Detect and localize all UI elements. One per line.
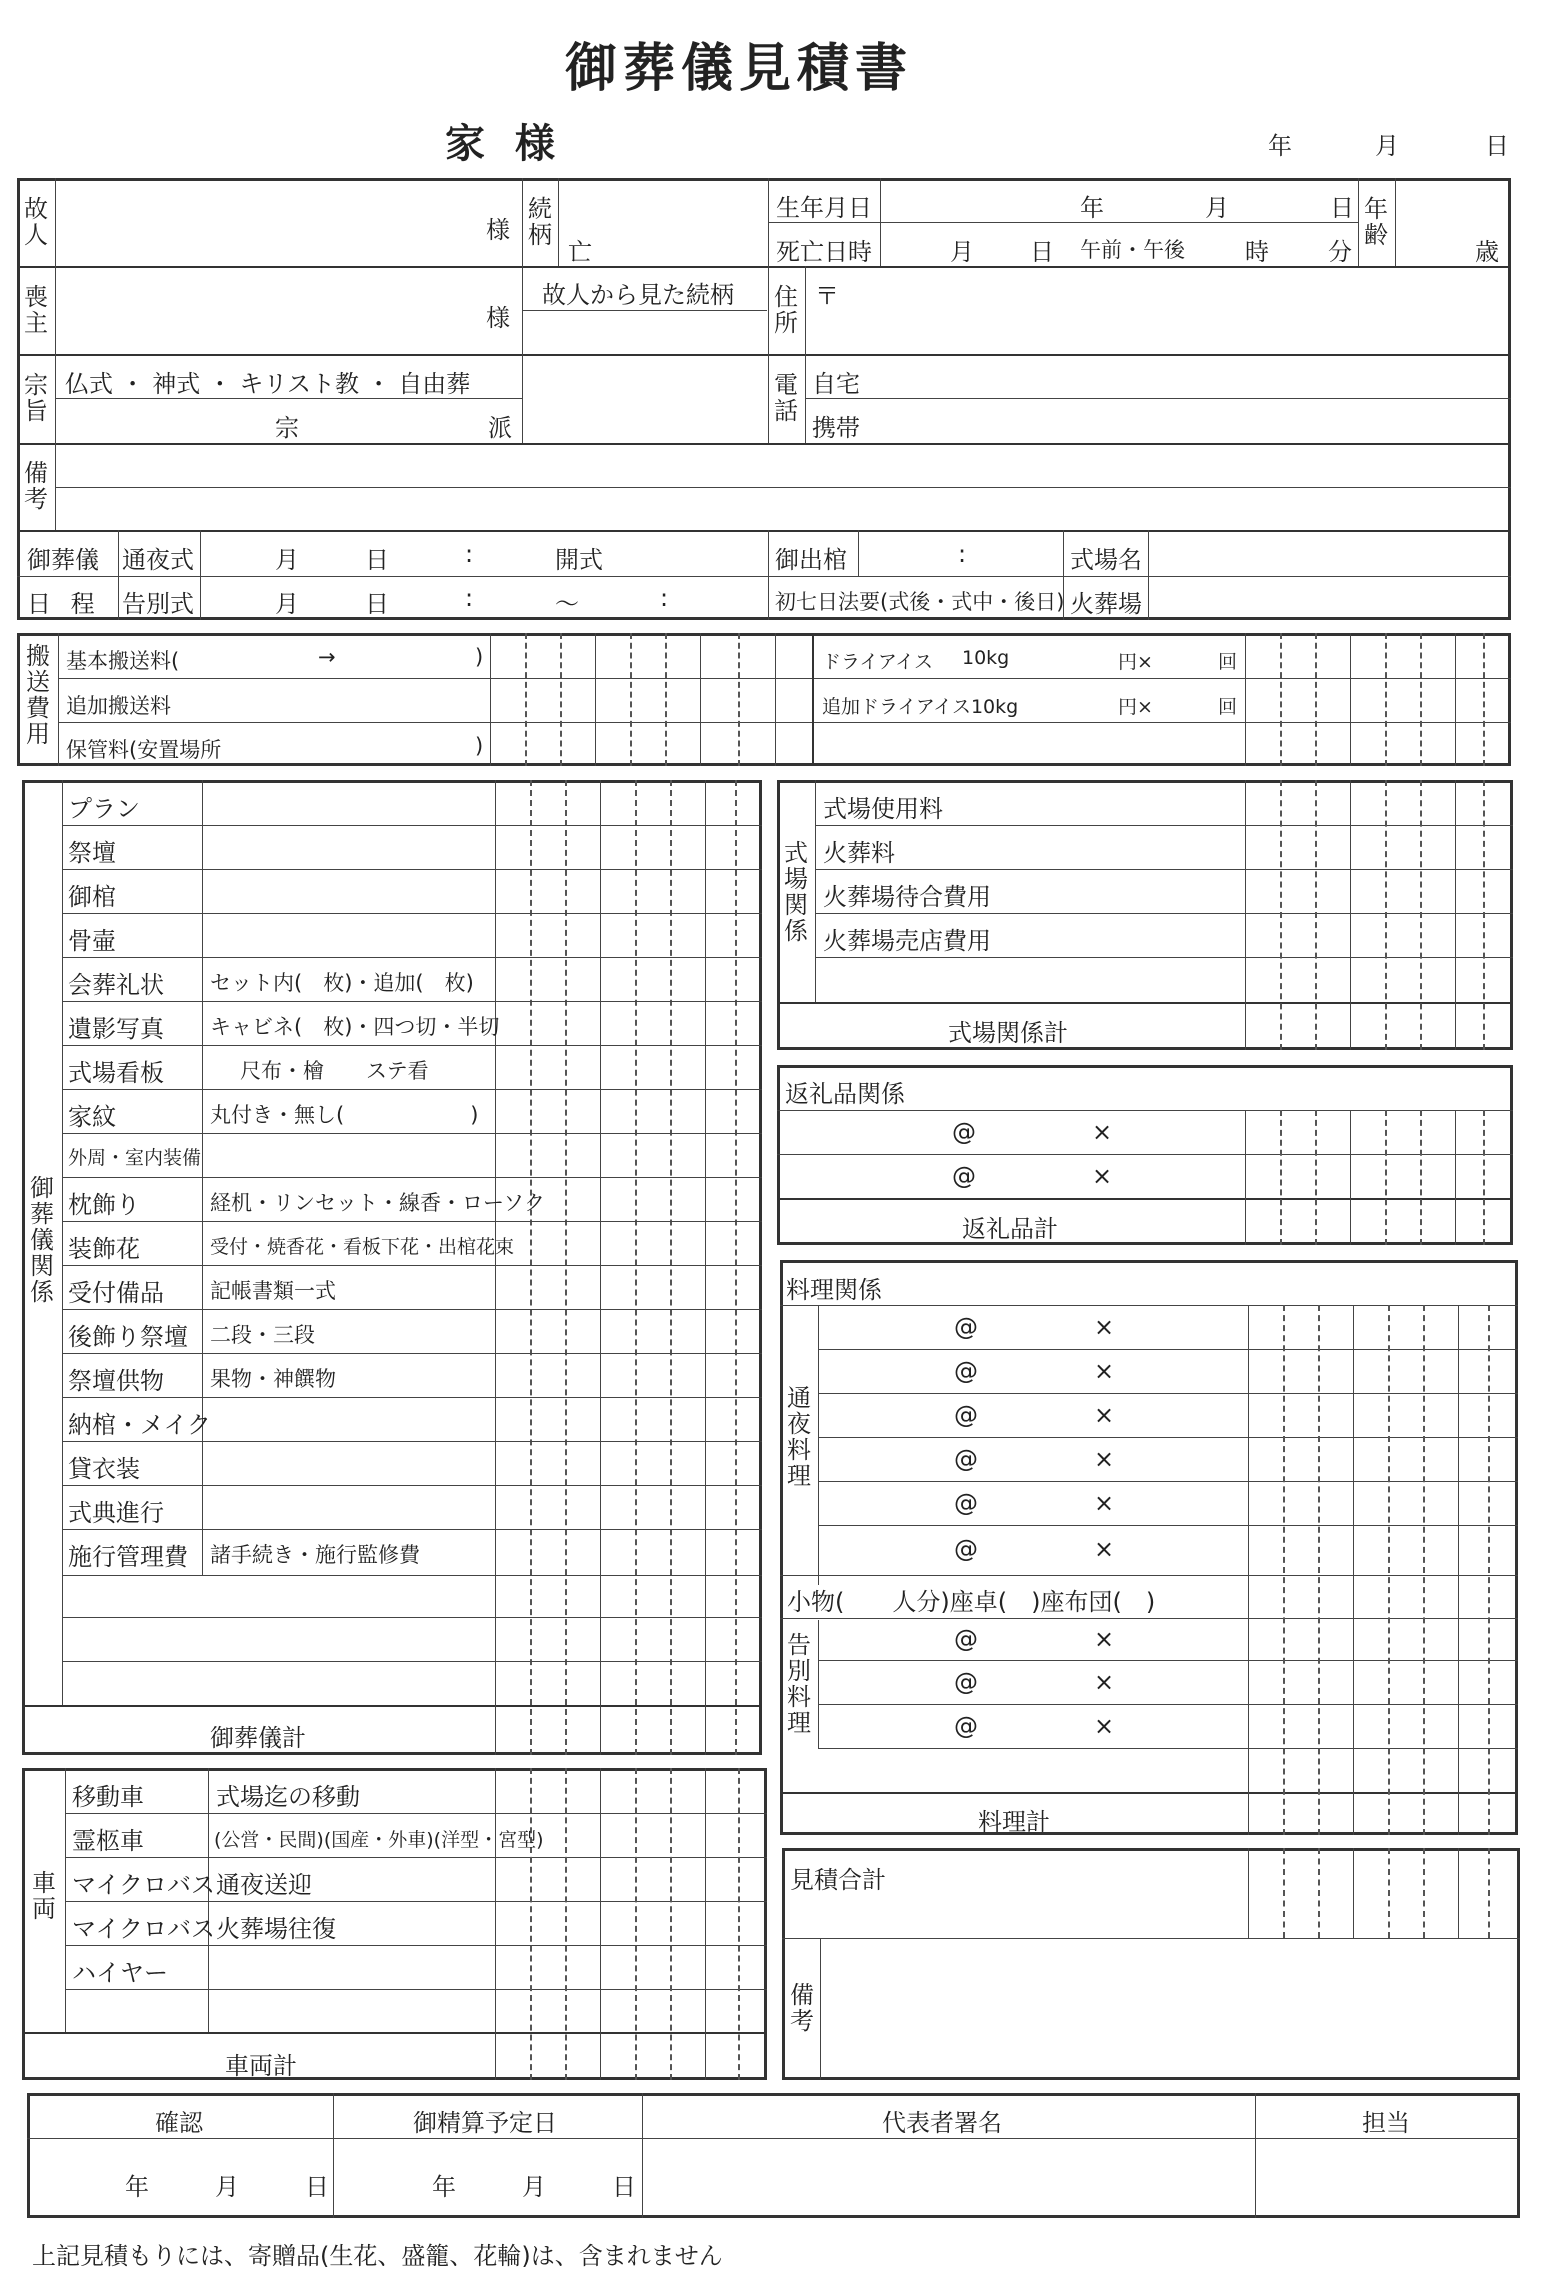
times-mark: ×: [1092, 1118, 1113, 1146]
item-name: 家紋: [68, 1103, 116, 1131]
birth-day-label: 日: [1330, 194, 1354, 222]
times-mark: ×: [1094, 1535, 1115, 1563]
confirm-month: 月: [215, 2173, 239, 2201]
header-year-label: 年: [1268, 132, 1292, 160]
return-gifts-title: 返礼品関係: [785, 1080, 905, 1108]
departure-label: 御出棺: [775, 546, 847, 574]
basic-transport-arrow: →: [318, 645, 336, 669]
header-day-label: 日: [1485, 132, 1509, 160]
transport-fees-label: 搬送費用: [26, 642, 50, 748]
item-name: 祭壇供物: [68, 1367, 164, 1395]
at-mark: @: [954, 1712, 978, 1740]
item-note: 受付・焼香花・看板下花・出棺花束: [210, 1236, 515, 1258]
item-name: 装飾花: [68, 1235, 140, 1263]
vehicle-name: 移動車: [72, 1783, 144, 1811]
item-name: 遺影写真: [68, 1015, 164, 1043]
times-mark: ×: [1094, 1401, 1115, 1429]
times-mark: ×: [1094, 1313, 1115, 1341]
storage-fee-paren: ): [475, 734, 484, 758]
additional-dry-ice-yen: 円×: [1118, 696, 1153, 718]
times-mark: ×: [1094, 1625, 1115, 1653]
signature-label: 代表者署名: [882, 2109, 1002, 2137]
vehicle-note: 式場迄の移動: [216, 1783, 360, 1811]
settlement-label: 御精算予定日: [413, 2109, 557, 2137]
wake-catering-label: 通夜料理: [787, 1384, 811, 1490]
small-items-label: 小物( 人分)座卓( )座布団( ): [787, 1588, 1156, 1616]
times-mark: ×: [1094, 1489, 1115, 1517]
item-note: キャビネ( 枚)・四つ切・半切: [210, 1015, 500, 1039]
item-name: 祭壇: [68, 839, 116, 867]
at-mark: @: [954, 1313, 978, 1341]
item-name: 受付備品: [68, 1279, 164, 1307]
mobile-phone-label: 携帯: [812, 414, 860, 442]
item-name: 後飾り祭壇: [68, 1323, 188, 1351]
vehicles-label: 車両: [32, 1869, 56, 1923]
death-label: 死亡日時: [776, 238, 872, 266]
estimate-total-section: [782, 1848, 1520, 2080]
vehicles-total-label: 車両計: [225, 2052, 297, 2080]
funeral-items-label: 御葬儀関係: [30, 1174, 54, 1306]
venue-item: 火葬場待合費用: [823, 883, 991, 911]
remarks-label: 備考: [24, 459, 48, 513]
times-mark: ×: [1094, 1445, 1115, 1473]
deceased-label: 故人: [24, 195, 48, 249]
farewell-catering-label: 告別料理: [787, 1631, 811, 1737]
item-name: 式典進行: [68, 1499, 164, 1527]
vehicle-name: 霊柩車: [72, 1827, 144, 1855]
additional-transport-label: 追加搬送料: [66, 694, 171, 718]
times-mark: ×: [1092, 1162, 1113, 1190]
relation-label: 続柄: [528, 195, 552, 249]
item-note: 記帳書類一式: [210, 1279, 336, 1303]
minute-label: 分: [1328, 238, 1352, 266]
estimate-total-label: 見積合計: [790, 1866, 886, 1894]
times-mark: ×: [1094, 1357, 1115, 1385]
religion-label: 宗旨: [24, 371, 48, 425]
funeral-month: 月: [275, 590, 299, 618]
funeral-label: 告別式: [122, 590, 194, 618]
confirm-year: 年: [125, 2173, 149, 2201]
venue-item: 火葬料: [823, 839, 895, 867]
schedule-label: 御葬儀: [27, 546, 99, 574]
at-mark: @: [954, 1357, 978, 1385]
info-section: [17, 178, 1511, 620]
funeral-colon: :: [465, 584, 474, 612]
death-month-label: 月: [950, 238, 974, 266]
vehicle-name: ハイヤー: [72, 1959, 168, 1987]
times-mark: ×: [1094, 1668, 1115, 1696]
item-note: 諸手続き・施行監修費: [210, 1543, 420, 1567]
estimate-remarks-label: 備考: [790, 1981, 814, 2035]
funeral-colon-2: :: [660, 584, 669, 612]
vehicle-note: (公営・民間)(国産・外車)(洋型・宮型): [214, 1829, 544, 1851]
item-name: 骨壷: [68, 927, 116, 955]
chief-mourner-sama: 様: [486, 304, 510, 332]
birth-label: 生年月日: [776, 194, 872, 222]
at-mark: @: [954, 1401, 978, 1429]
item-note: 果物・神饌物: [210, 1367, 336, 1391]
dry-ice-times: 回: [1218, 651, 1238, 673]
wake-label: 通夜式: [122, 546, 194, 574]
settlement-month: 月: [522, 2173, 546, 2201]
transport-fees-section: [17, 633, 1511, 766]
at-mark: @: [952, 1162, 976, 1190]
ampm-label: 午前・午後: [1080, 238, 1185, 262]
venue-item: 火葬場売店費用: [823, 927, 991, 955]
additional-dry-ice-times: 回: [1218, 696, 1238, 718]
funeral-tilde: 〜: [555, 590, 579, 618]
schedule-label-2: 日 程: [27, 590, 101, 618]
additional-dry-ice-label: 追加ドライアイス10kg: [822, 696, 1019, 718]
at-mark: @: [954, 1625, 978, 1653]
vehicle-note: 通夜送迎: [216, 1871, 312, 1899]
return-gifts-total-label: 返礼品計: [962, 1215, 1058, 1243]
family-name-field[interactable]: 家 様: [445, 121, 563, 167]
item-name: 納棺・メイク: [68, 1411, 212, 1439]
wake-colon: :: [465, 540, 474, 568]
item-note: 丸付き・無し( ): [210, 1103, 479, 1127]
basic-transport-paren: ): [475, 645, 484, 669]
settlement-year: 年: [432, 2173, 456, 2201]
footer-note: 上記見積もりには、寄贈品(生花、盛籠、花輪)は、含まれません: [32, 2242, 723, 2270]
hour-label: 時: [1245, 238, 1269, 266]
address-label: 住所: [774, 283, 798, 337]
item-note: 二段・三段: [210, 1323, 315, 1347]
religion-options[interactable]: 仏式 ・ 神式 ・ キリスト教 ・ 自由葬: [65, 370, 471, 398]
funeral-items-section: [22, 780, 762, 1755]
staff-label: 担当: [1362, 2109, 1410, 2137]
opening-label: 開式: [555, 546, 603, 574]
item-note: セット内( 枚)・追加( 枚): [210, 971, 474, 995]
vehicle-name: マイクロバス: [72, 1871, 216, 1899]
chief-mourner-label: 喪主: [24, 283, 48, 337]
settlement-day: 日: [612, 2173, 636, 2201]
item-name: 式場看板: [68, 1059, 164, 1087]
postal-mark: 〒: [815, 282, 839, 310]
dry-ice-label: ドライアイス: [822, 651, 933, 673]
phone-label: 電話: [774, 371, 798, 425]
at-mark: @: [954, 1668, 978, 1696]
at-mark: @: [954, 1445, 978, 1473]
relation-mark: 亡: [568, 238, 592, 266]
item-name: 施行管理費: [68, 1543, 188, 1571]
age-label: 年齢: [1364, 195, 1388, 249]
home-phone-label: 自宅: [812, 370, 860, 398]
item-name: 御棺: [68, 883, 116, 911]
wake-month: 月: [275, 546, 299, 574]
confirm-label: 確認: [155, 2109, 203, 2137]
funeral-items-total-label: 御葬儀計: [210, 1724, 306, 1752]
catering-total-label: 料理計: [978, 1808, 1050, 1836]
departure-colon: :: [958, 540, 967, 568]
catering-title: 料理関係: [786, 1276, 882, 1304]
birth-year-label: 年: [1080, 194, 1104, 222]
wake-day: 日: [365, 546, 389, 574]
sect-suffix: 派: [488, 414, 512, 442]
venue-item: 式場使用料: [823, 795, 943, 823]
memorial-label: 初七日法要(式後・式中・後日): [775, 590, 1065, 614]
times-mark: ×: [1094, 1712, 1115, 1740]
age-unit: 歳: [1475, 238, 1499, 266]
sect-label: 宗: [275, 414, 299, 442]
item-name: 貸衣装: [68, 1455, 140, 1483]
venue-label: 式場関係: [784, 839, 808, 945]
item-note: 尺布・檜 ステ看: [240, 1059, 429, 1083]
item-name: 会葬礼状: [68, 971, 164, 999]
header-month-label: 月: [1375, 132, 1399, 160]
relation-from-deceased: 故人から見た続柄: [542, 281, 734, 309]
item-note: 経机・リンセット・線香・ローソク: [210, 1191, 545, 1215]
storage-fee-label: 保管料(安置場所: [66, 738, 222, 762]
vehicle-note: 火葬場往復: [216, 1915, 336, 1943]
basic-transport-label: 基本搬送料(: [66, 649, 180, 673]
item-name: プラン: [68, 795, 140, 823]
item-name: 枕飾り: [68, 1191, 140, 1219]
death-day-label: 日: [1030, 238, 1054, 266]
vehicle-name: マイクロバス: [72, 1915, 216, 1943]
footer-section: [27, 2093, 1520, 2218]
at-mark: @: [952, 1118, 976, 1146]
crematorium-label: 火葬場: [1070, 590, 1142, 618]
at-mark: @: [954, 1535, 978, 1563]
dry-ice-yen: 円×: [1118, 651, 1153, 673]
item-name: 外周・室内装備: [68, 1147, 202, 1169]
birth-month-label: 月: [1205, 194, 1229, 222]
deceased-sama: 様: [486, 216, 510, 244]
venue-name-label: 式場名: [1070, 546, 1142, 574]
at-mark: @: [954, 1489, 978, 1517]
venue-total-label: 式場関係計: [948, 1019, 1068, 1047]
dry-ice-qty: 10kg: [962, 647, 1010, 669]
confirm-day: 日: [305, 2173, 329, 2201]
page-title: 御葬儀見積書: [565, 39, 914, 99]
funeral-day: 日: [365, 590, 389, 618]
